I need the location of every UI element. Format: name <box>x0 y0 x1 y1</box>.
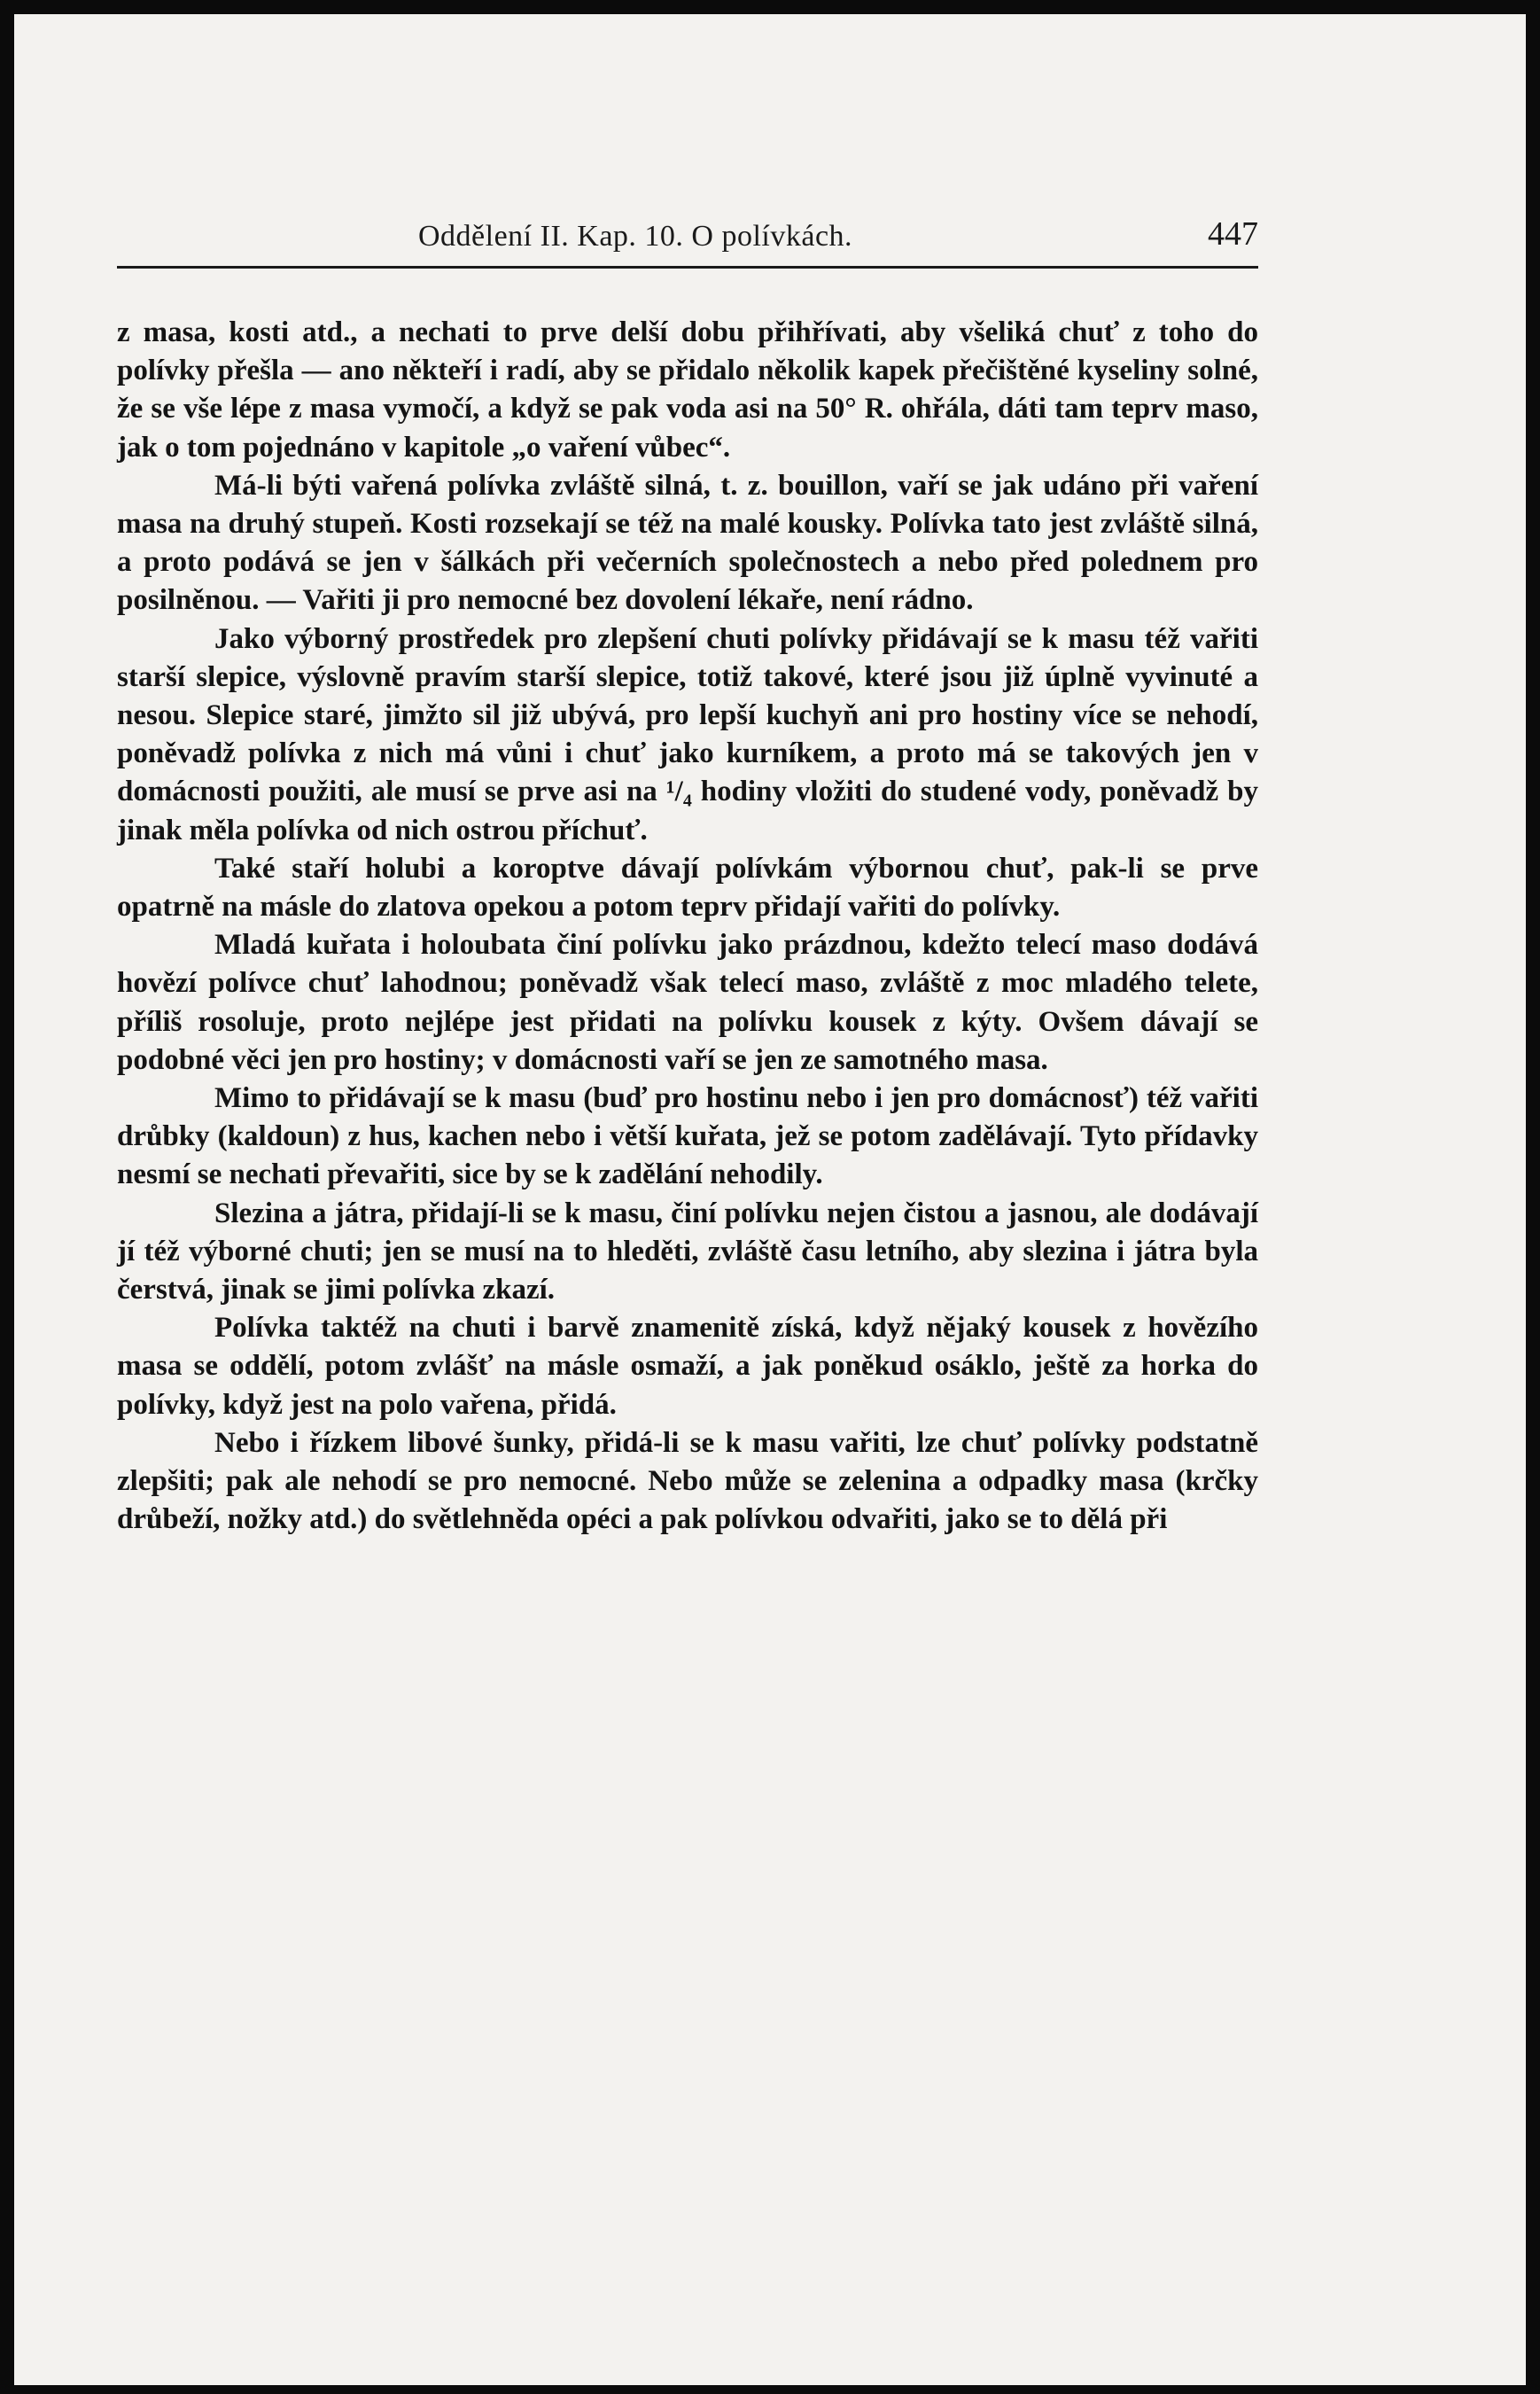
paragraph: Také staří holubi a koroptve dávají polívkám výbornou chuť, pak-li se prve opatrně na másle do zlatova opekou a potom teprv přidají vařiti do polívky. <box>117 852 1258 924</box>
header-rule <box>117 266 1258 269</box>
paragraph: z masa, kosti atd., a nechati to prve delší dobu přihřívati, aby všeliká chuť z toho do polívky přešla — ano někteří i radí, aby se přidalo několik kapek přečištěné kyseliny solné, že se vše lépe z masa vymočí, a když se pak voda asi na 50° R. ohřála, dáti tam teprv maso, jak o tom pojednáno v kapitole „o vaření vůbec“. <box>117 316 1258 464</box>
paragraph: Polívka taktéž na chuti i barvě znamenitě získá, když nějaký kousek z hovězího masa se oddělí, potom zvlášť na másle osmaží, a jak poněkud osáklo, ještě za horka do polívky, když jest na polo vařena, přidá. <box>117 1312 1258 1421</box>
page-number: 447 <box>1208 215 1258 253</box>
page-header <box>117 215 1258 266</box>
paragraph: Nebo i řízkem libové šunky, přidá-li se k masu vařiti, lze chuť polívky podstatně zlepšiti; pak ale nehodí se pro nemocné. Nebo může se zelenina a odpadky masa (krčky drůbeží, nožky atd.) do světlehněda opéci a pak polívkou odvařiti, jako se to dělá při <box>117 1426 1258 1536</box>
running-head: Oddělení II. Kap. 10. O polívkách. <box>418 220 853 253</box>
book-page <box>14 14 1526 2385</box>
body-text <box>117 314 1258 1540</box>
paragraph: Jako výborný prostředek pro zlepšení chuti polívky přidávají se k masu též vařiti starší slepice, výslovně pravím starší slepice, totiž takové, které jsou již úplně vyvinuté a nesou. Slepice staré, jimžto sil již ubývá, pro lepší kuchyň ani pro hostiny více se nehodí, poněvadž polívka z nich má vůni i chuť jako kurníkem, a proto má se takových jen v domácnosti použiti, ale musí se prve asi na ¹/₄ hodiny vložiti do studené vody, poněvadž by jinak měla polívka od nich ostrou příchuť. <box>117 622 1258 846</box>
paragraph: Mimo to přidávají se k masu (buď pro hostinu nebo i jen pro domácnosť) též vařiti drůbky (kaldoun) z hus, kachen nebo i větší kuřata, jež se potom zadělávají. Tyto přídavky nesmí se nechati převařiti, sice by se k zadělání nehodily. <box>117 1082 1258 1191</box>
paragraph: Mladá kuřata i holoubata činí polívku jako prázdnou, kdežto telecí maso dodává hovězí polívce chuť lahodnou; poněvadž však telecí maso, zvláště z moc mladého telete, příliš rosoluje, proto nejlépe jest přidati na polívku kousek z kýty. Ovšem dávají se podobné věci jen pro hostiny; v domácnosti vaří se jen ze samotného masa. <box>117 929 1258 1076</box>
paragraph: Slezina a játra, přidají-li se k masu, činí polívku nejen čistou a jasnou, ale dodávají jí též výborné chuti; jen se musí na to hleděti, zvláště času letního, aby slezina i játra byla čerstvá, jinak se jimi polívka zkazí. <box>117 1197 1258 1306</box>
paragraph: Má-li býti vařená polívka zvláště silná, t. z. bouillon, vaří se jak udáno při vaření masa na druhý stupeň. Kosti rozsekají se též na malé kousky. Polívka tato jest zvláště silná, a proto podává se jen v šálkách při večerních společnostech a nebo před polednem pro posilněnou. — Vařiti ji pro nemocné bez dovolení lékaře, není rádno. <box>117 469 1258 617</box>
